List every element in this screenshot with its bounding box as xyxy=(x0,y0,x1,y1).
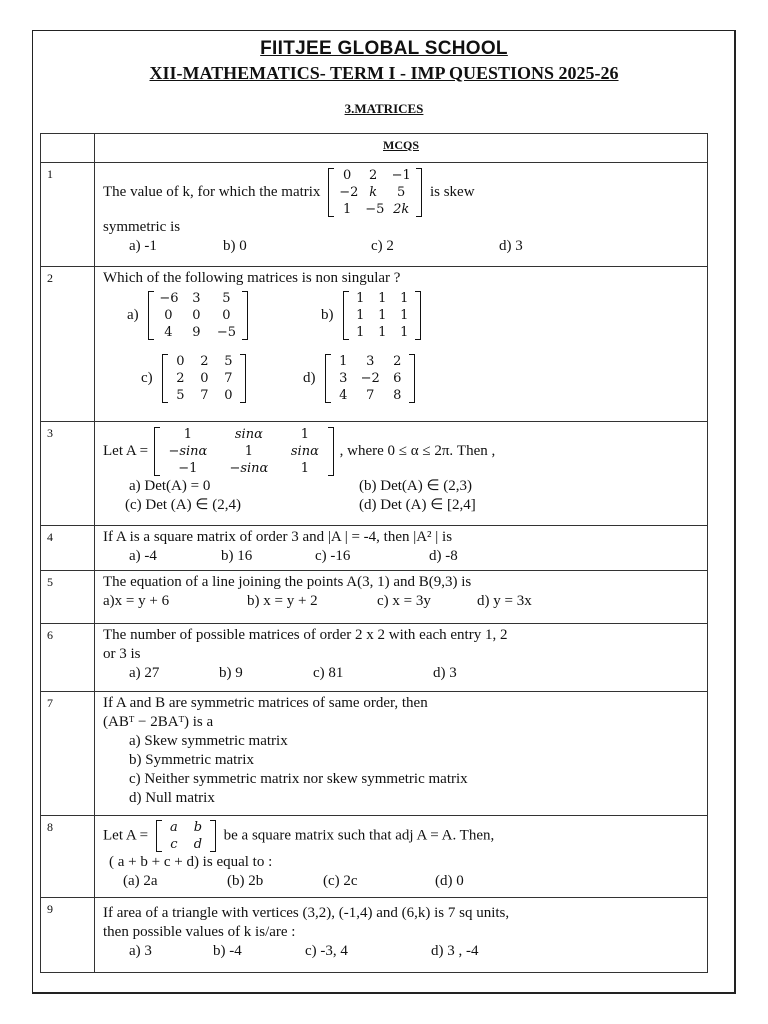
question-text: then possible values of k is/are : xyxy=(103,924,296,940)
options xyxy=(103,592,707,611)
option: c) -16 xyxy=(315,548,351,564)
question-text: or 3 is xyxy=(103,646,141,662)
option: a) -4 xyxy=(129,548,157,564)
options xyxy=(103,942,707,961)
question-text: Let A = xyxy=(103,827,149,844)
option: b) 1 1 1 1 1 1 1 1 1 xyxy=(321,290,421,341)
option: c) Neither symmetric matrix nor skew symmetric matrix xyxy=(129,771,468,787)
option: c) 81 xyxy=(313,665,344,681)
options xyxy=(103,477,707,496)
question-row-5 xyxy=(41,571,708,624)
matrix: 1 3 2 3 −2 6 4 7 8 xyxy=(325,353,415,404)
question-number: 5 xyxy=(41,571,95,624)
question-text: Which of the following matrices is non singular ? xyxy=(103,270,401,286)
question-text: The equation of a line joining the points A(3, 1) and B(9,3) is xyxy=(103,574,472,590)
option: (b) 2b xyxy=(227,873,264,889)
option: (d) Det (A) ∈ [2,4] xyxy=(359,497,476,513)
question-text: If A and B are symmetric matrices of same order, then xyxy=(103,695,428,711)
question-number: 8 xyxy=(41,816,95,898)
option: a) 27 xyxy=(129,665,160,681)
question-number: 3 xyxy=(41,422,95,526)
matrix: −6 3 5 0 0 0 4 9 −5 xyxy=(148,290,248,341)
chapter-title: 3.MATRICES xyxy=(344,101,424,116)
option: b) x = y + 2 xyxy=(247,593,318,609)
option: a) Skew symmetric matrix xyxy=(129,733,288,749)
option: c) x = 3y xyxy=(377,593,431,609)
option: b) 16 xyxy=(221,548,253,564)
options xyxy=(103,664,707,683)
question-text: The number of possible matrices of order 2 x 2 with each entry 1, 2 xyxy=(103,627,508,643)
question-text: (ABᵀ − 2BAᵀ) is a xyxy=(103,714,214,730)
question-number: 2 xyxy=(41,267,95,422)
question-text: be a square matrix such that adj A = A. Then, xyxy=(223,827,495,844)
question-text: ( a + b + c + d) is equal to : xyxy=(109,854,273,870)
question-number: 4 xyxy=(41,526,95,571)
question-row-4 xyxy=(41,526,708,571)
matrix: 0 2 −1 −2 k 5 1 −5 2k xyxy=(328,167,422,218)
option: b) -4 xyxy=(213,943,242,959)
option: a) Det(A) = 0 xyxy=(129,478,211,494)
option: a)x = y + 6 xyxy=(103,593,170,609)
option: c) 2 xyxy=(371,238,394,254)
option: d) 3 , -4 xyxy=(431,943,479,959)
question-text: Let A = xyxy=(103,442,149,459)
matrix: 1 sinα 1 −sinα 1 sinα −1 −sinα 1 xyxy=(154,426,334,477)
question-row-7 xyxy=(41,692,708,816)
question-row-1 xyxy=(41,163,708,267)
option: b) 0 xyxy=(223,238,247,254)
option: d) 3 xyxy=(499,238,523,254)
option: b) Symmetric matrix xyxy=(129,752,254,768)
option: b) 9 xyxy=(219,665,243,681)
table-header-row xyxy=(41,134,708,163)
question-text: If A is a square matrix of order 3 and |A | = -4, then |A² | is xyxy=(103,529,453,545)
question-number: 7 xyxy=(41,692,95,816)
option: d) Null matrix xyxy=(129,790,215,806)
options xyxy=(103,496,707,515)
question-text: The value of k, for which the matrix xyxy=(103,183,321,200)
option: (d) 0 xyxy=(435,873,464,889)
options xyxy=(103,872,707,891)
option: a) 3 xyxy=(129,943,152,959)
question-text: is skew xyxy=(429,183,475,200)
options xyxy=(103,237,707,256)
matrix: 0 2 5 2 0 7 5 7 0 xyxy=(162,353,246,404)
school-name: FIITJEE GLOBAL SCHOOL xyxy=(260,38,508,59)
question-text: If area of a triangle with vertices (3,2), (-1,4) and (6,k) is 7 sq units, xyxy=(103,905,510,921)
option: c) 0 2 5 2 0 7 5 7 0 xyxy=(141,353,303,404)
question-text: , where 0 ≤ α ≤ 2π. Then , xyxy=(339,442,496,459)
matrix: 1 1 1 1 1 1 1 1 1 xyxy=(343,290,421,341)
option: d) 1 3 2 3 −2 6 4 7 8 xyxy=(303,353,415,404)
section-title: MCQS xyxy=(383,138,419,152)
question-text: symmetric is xyxy=(103,219,181,235)
question-row-3 xyxy=(41,422,708,526)
question-number: 6 xyxy=(41,624,95,692)
matrix: a b c d xyxy=(156,819,216,853)
option: (a) 2a xyxy=(123,873,158,889)
option: c) -3, 4 xyxy=(305,943,348,959)
options xyxy=(103,547,707,566)
question-number: 9 xyxy=(41,898,95,973)
option: (c) Det (A) ∈ (2,4) xyxy=(125,497,241,513)
exam-subtitle: XII-MATHEMATICS- TERM I - IMP QUESTIONS 2025-26 xyxy=(149,63,619,83)
option: (c) 2c xyxy=(323,873,358,889)
option: d) y = 3x xyxy=(477,593,532,609)
question-row-6 xyxy=(41,624,708,692)
option: d) 3 xyxy=(433,665,457,681)
questions-table xyxy=(40,133,708,973)
question-row-2 xyxy=(41,267,708,422)
option: (b) Det(A) ∈ (2,3) xyxy=(359,478,473,494)
question-number: 1 xyxy=(41,163,95,267)
option: a) -1 xyxy=(129,238,157,254)
question-row-9 xyxy=(41,898,708,973)
option: d) -8 xyxy=(429,548,458,564)
question-row-8 xyxy=(41,816,708,898)
option: a) −6 3 5 0 0 0 4 9 −5 xyxy=(127,290,321,341)
